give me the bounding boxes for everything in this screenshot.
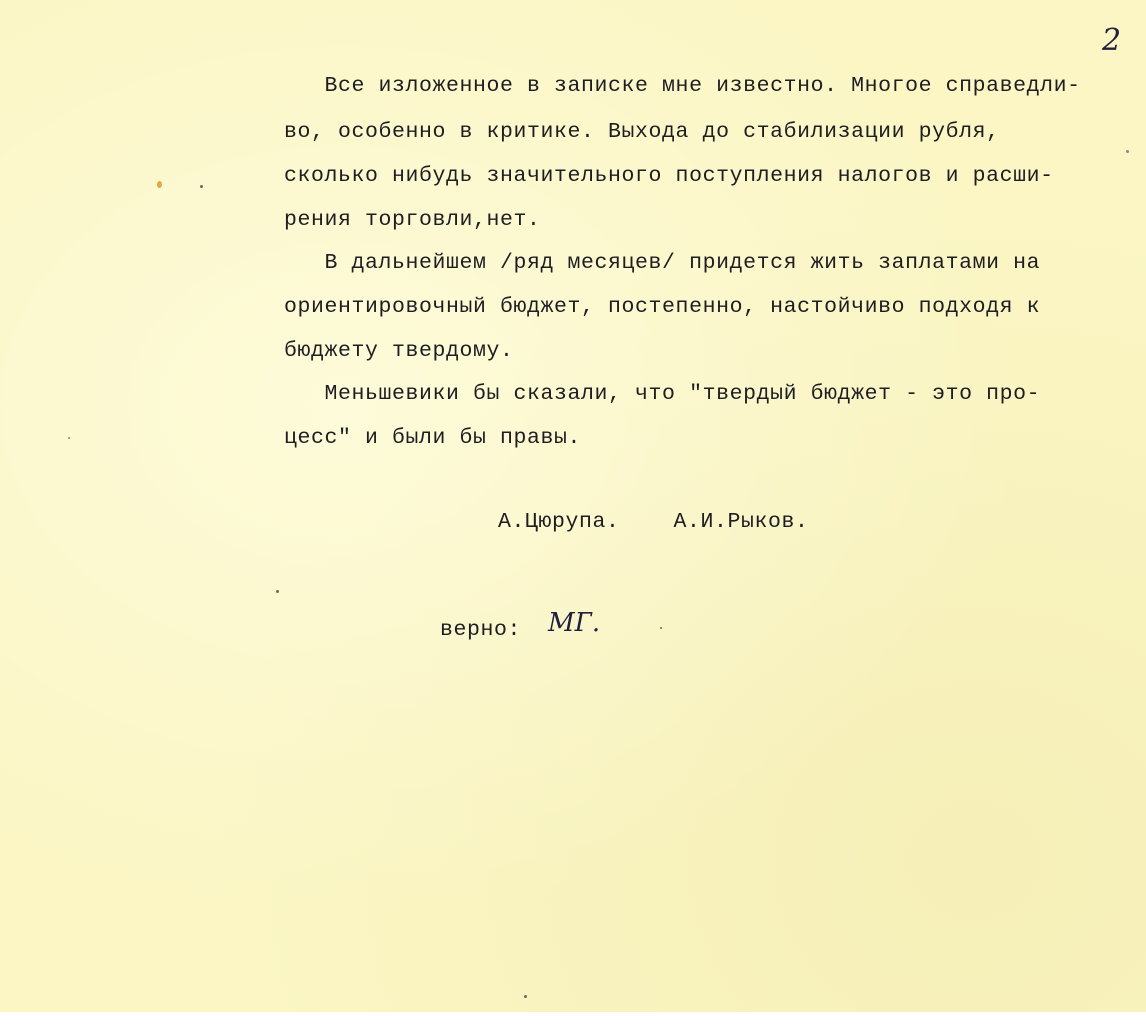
text-line-5: В дальнейшем /ряд месяцев/ придется жить заплатами на (284, 251, 1041, 275)
ink-speck (157, 181, 162, 188)
text-line-7: бюджету твердому. (284, 339, 514, 363)
text-line-3: сколько нибудь значительного поступления налогов и расши- (284, 164, 1054, 188)
ink-speck (1126, 150, 1129, 153)
verified-label: верно: (440, 618, 522, 642)
text-line-4: рения торговли,нет. (284, 208, 541, 232)
ink-speck (200, 185, 203, 188)
ink-speck (276, 590, 279, 593)
ink-speck (524, 995, 527, 998)
text-line-1: Все изложенное в записке мне известно. Многое справедли- (284, 74, 1081, 98)
text-line-2: во, особенно в критике. Выхода до стабилизации рубля, (284, 120, 1000, 144)
text-line-9: цесс" и были бы правы. (284, 426, 582, 450)
text-line-6: ориентировочный бюджет, постепенно, настойчиво подходя к (284, 295, 1041, 319)
verified-initials: МГ. (548, 608, 601, 638)
ink-speck (660, 627, 662, 629)
signatures: А.Цюрупа. А.И.Рыков. (498, 510, 809, 534)
text-line-8: Меньшевики бы сказали, что "твердый бюджет - это про- (284, 382, 1041, 406)
page-number: 2 (1102, 23, 1122, 58)
ink-speck (68, 437, 70, 439)
scan-border (0, 1012, 1146, 1029)
